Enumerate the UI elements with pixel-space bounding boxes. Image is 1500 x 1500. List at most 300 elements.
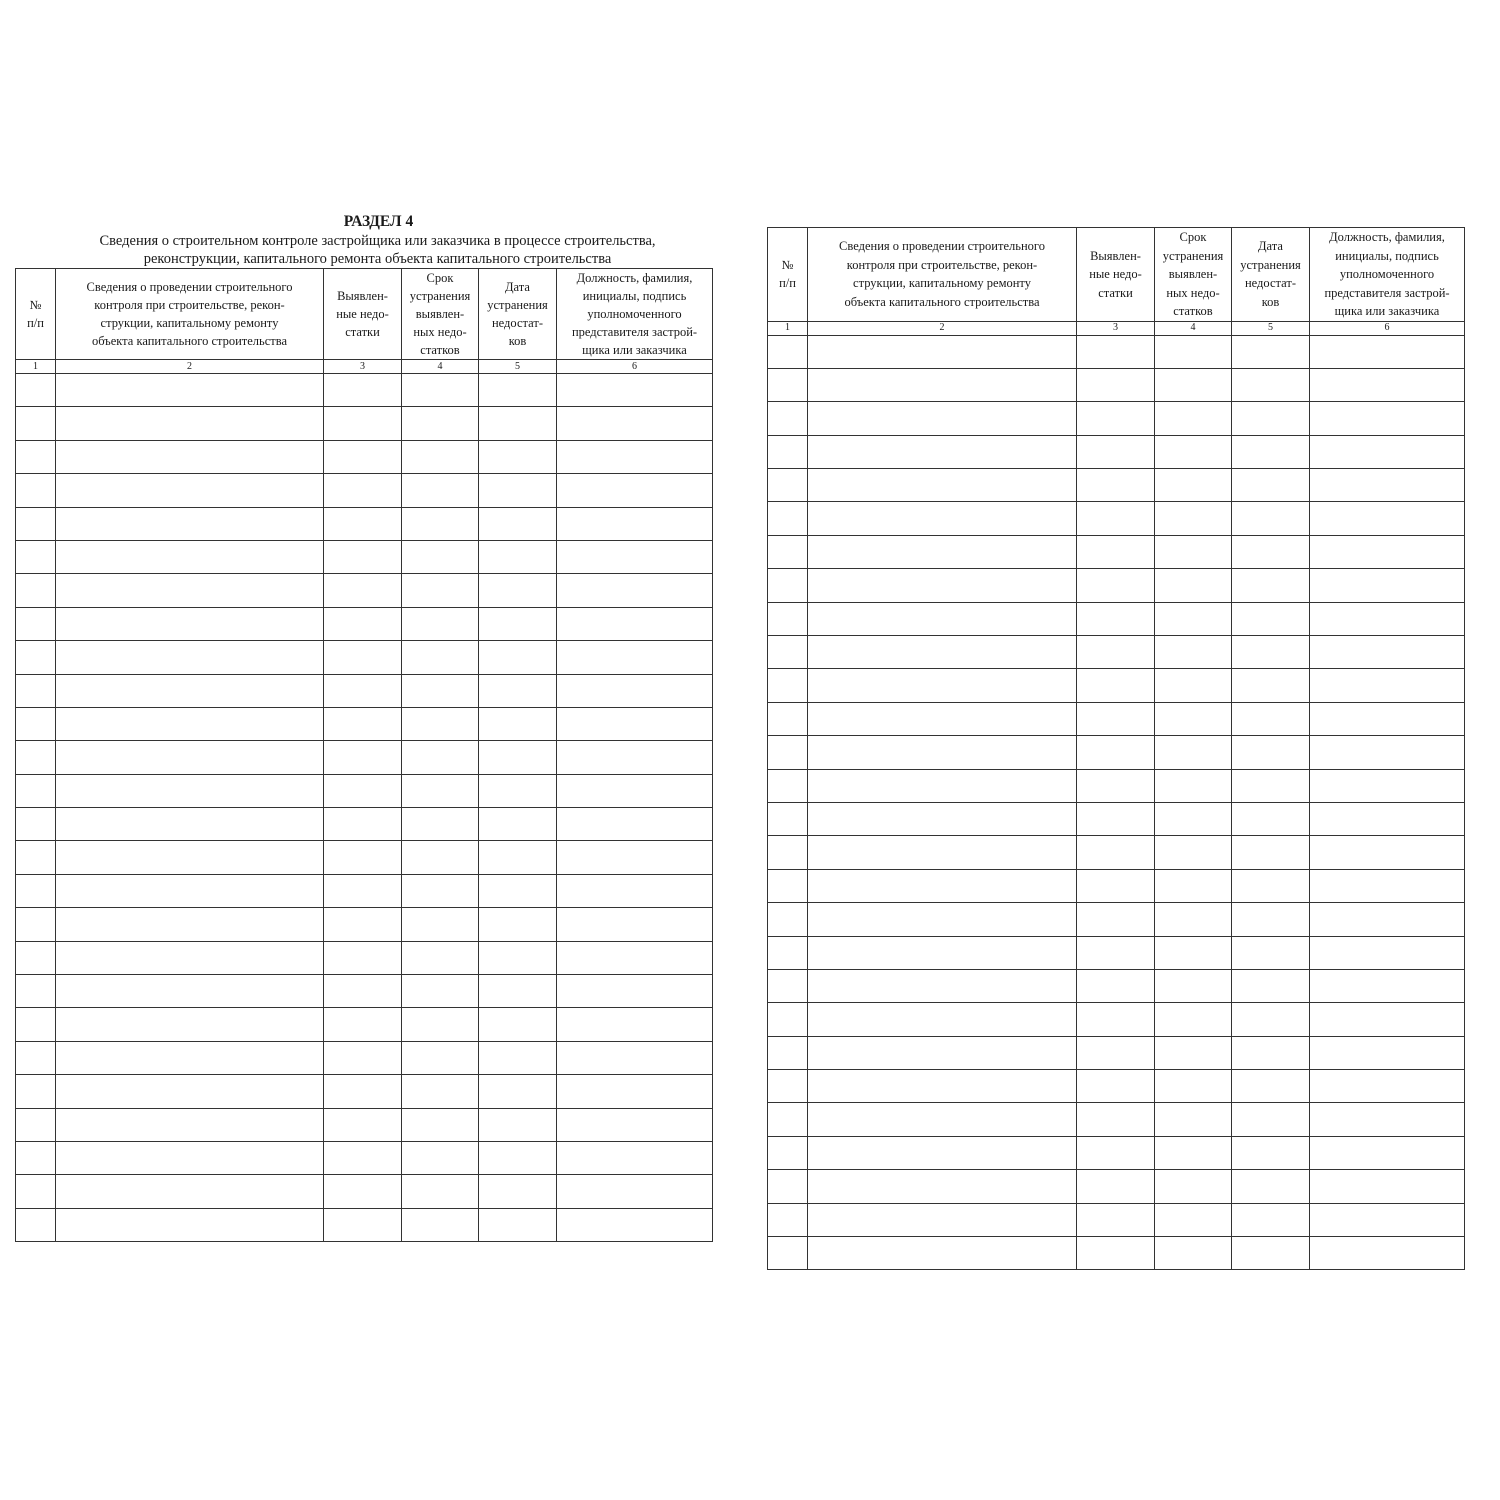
table-cell[interactable] — [808, 769, 1077, 802]
table-cell[interactable] — [402, 474, 479, 507]
table-cell[interactable] — [768, 1237, 808, 1270]
table-cell[interactable] — [1232, 936, 1310, 969]
table-cell[interactable] — [1310, 1036, 1465, 1069]
table-cell[interactable] — [557, 407, 713, 440]
table-cell[interactable] — [1232, 1103, 1310, 1136]
table-cell[interactable] — [1155, 469, 1232, 502]
table-cell[interactable] — [479, 741, 557, 774]
table-cell[interactable] — [768, 669, 808, 702]
table-cell[interactable] — [56, 674, 324, 707]
table-cell[interactable] — [1155, 402, 1232, 435]
table-cell[interactable] — [402, 607, 479, 640]
table-cell[interactable] — [557, 607, 713, 640]
table-cell[interactable] — [1155, 869, 1232, 902]
table-cell[interactable] — [768, 1003, 808, 1036]
table-cell[interactable] — [1077, 869, 1155, 902]
table-cell[interactable] — [402, 1075, 479, 1108]
table-cell[interactable] — [56, 707, 324, 740]
table-cell[interactable] — [1077, 802, 1155, 835]
table-cell[interactable] — [1232, 869, 1310, 902]
table-cell[interactable] — [16, 874, 56, 907]
table-cell[interactable] — [808, 1136, 1077, 1169]
table-cell[interactable] — [1077, 669, 1155, 702]
table-cell[interactable] — [808, 802, 1077, 835]
table-cell[interactable] — [557, 1008, 713, 1041]
table-cell[interactable] — [1155, 1036, 1232, 1069]
table-cell[interactable] — [1310, 869, 1465, 902]
table-cell[interactable] — [324, 607, 402, 640]
table-cell[interactable] — [808, 335, 1077, 368]
table-cell[interactable] — [1077, 736, 1155, 769]
table-cell[interactable] — [808, 1203, 1077, 1236]
table-cell[interactable] — [808, 469, 1077, 502]
table-cell[interactable] — [402, 574, 479, 607]
table-cell[interactable] — [768, 1036, 808, 1069]
table-cell[interactable] — [1155, 335, 1232, 368]
table-cell[interactable] — [1077, 769, 1155, 802]
table-cell[interactable] — [324, 1041, 402, 1074]
table-cell[interactable] — [557, 707, 713, 740]
table-cell[interactable] — [768, 969, 808, 1002]
table-cell[interactable] — [808, 1003, 1077, 1036]
table-cell[interactable] — [16, 607, 56, 640]
table-cell[interactable] — [557, 440, 713, 473]
table-cell[interactable] — [56, 874, 324, 907]
table-cell[interactable] — [16, 574, 56, 607]
table-cell[interactable] — [56, 1175, 324, 1208]
table-cell[interactable] — [557, 1208, 713, 1241]
table-cell[interactable] — [557, 1075, 713, 1108]
table-cell[interactable] — [1155, 836, 1232, 869]
table-cell[interactable] — [16, 641, 56, 674]
table-cell[interactable] — [479, 474, 557, 507]
table-cell[interactable] — [1310, 1203, 1465, 1236]
table-cell[interactable] — [1155, 1003, 1232, 1036]
table-cell[interactable] — [479, 1075, 557, 1108]
table-cell[interactable] — [56, 941, 324, 974]
table-cell[interactable] — [56, 607, 324, 640]
table-cell[interactable] — [1232, 1003, 1310, 1036]
table-cell[interactable] — [479, 440, 557, 473]
table-cell[interactable] — [402, 1208, 479, 1241]
table-cell[interactable] — [557, 674, 713, 707]
table-cell[interactable] — [1232, 903, 1310, 936]
table-cell[interactable] — [479, 1175, 557, 1208]
table-cell[interactable] — [1310, 936, 1465, 969]
table-cell[interactable] — [557, 774, 713, 807]
table-cell[interactable] — [557, 908, 713, 941]
table-cell[interactable] — [16, 1075, 56, 1108]
table-cell[interactable] — [1232, 1170, 1310, 1203]
table-cell[interactable] — [808, 736, 1077, 769]
table-cell[interactable] — [1077, 903, 1155, 936]
table-cell[interactable] — [1077, 1003, 1155, 1036]
table-cell[interactable] — [1310, 1103, 1465, 1136]
table-cell[interactable] — [768, 535, 808, 568]
table-cell[interactable] — [56, 574, 324, 607]
table-cell[interactable] — [768, 802, 808, 835]
table-cell[interactable] — [1077, 469, 1155, 502]
table-cell[interactable] — [16, 1041, 56, 1074]
table-cell[interactable] — [56, 374, 324, 407]
table-cell[interactable] — [1310, 1170, 1465, 1203]
table-cell[interactable] — [1232, 335, 1310, 368]
table-cell[interactable] — [1077, 569, 1155, 602]
table-cell[interactable] — [1310, 335, 1465, 368]
table-cell[interactable] — [808, 969, 1077, 1002]
table-cell[interactable] — [1232, 535, 1310, 568]
table-cell[interactable] — [479, 1208, 557, 1241]
table-cell[interactable] — [402, 1141, 479, 1174]
table-cell[interactable] — [1232, 736, 1310, 769]
table-cell[interactable] — [1155, 802, 1232, 835]
table-cell[interactable] — [402, 741, 479, 774]
table-cell[interactable] — [402, 374, 479, 407]
table-cell[interactable] — [324, 741, 402, 774]
table-cell[interactable] — [479, 574, 557, 607]
table-cell[interactable] — [16, 1175, 56, 1208]
table-cell[interactable] — [1310, 469, 1465, 502]
table-cell[interactable] — [16, 407, 56, 440]
table-cell[interactable] — [1155, 903, 1232, 936]
table-cell[interactable] — [1077, 936, 1155, 969]
table-cell[interactable] — [324, 874, 402, 907]
table-cell[interactable] — [1232, 1237, 1310, 1270]
table-cell[interactable] — [557, 641, 713, 674]
table-cell[interactable] — [1310, 368, 1465, 401]
table-cell[interactable] — [1155, 969, 1232, 1002]
table-cell[interactable] — [768, 402, 808, 435]
table-cell[interactable] — [1310, 1237, 1465, 1270]
table-cell[interactable] — [1077, 402, 1155, 435]
table-cell[interactable] — [1155, 1070, 1232, 1103]
table-cell[interactable] — [808, 502, 1077, 535]
table-cell[interactable] — [479, 607, 557, 640]
table-cell[interactable] — [768, 636, 808, 669]
table-cell[interactable] — [402, 1008, 479, 1041]
table-cell[interactable] — [16, 941, 56, 974]
table-cell[interactable] — [402, 975, 479, 1008]
table-cell[interactable] — [16, 440, 56, 473]
table-cell[interactable] — [1155, 1203, 1232, 1236]
table-cell[interactable] — [324, 407, 402, 440]
table-cell[interactable] — [324, 1175, 402, 1208]
table-cell[interactable] — [16, 1008, 56, 1041]
table-cell[interactable] — [479, 808, 557, 841]
table-cell[interactable] — [768, 1070, 808, 1103]
table-cell[interactable] — [56, 841, 324, 874]
table-cell[interactable] — [1077, 969, 1155, 1002]
table-cell[interactable] — [1155, 1237, 1232, 1270]
table-cell[interactable] — [56, 774, 324, 807]
table-cell[interactable] — [56, 407, 324, 440]
table-cell[interactable] — [1310, 802, 1465, 835]
table-cell[interactable] — [808, 936, 1077, 969]
table-cell[interactable] — [808, 903, 1077, 936]
table-cell[interactable] — [1155, 535, 1232, 568]
table-cell[interactable] — [1077, 1036, 1155, 1069]
table-cell[interactable] — [1310, 736, 1465, 769]
table-cell[interactable] — [557, 540, 713, 573]
table-cell[interactable] — [1077, 1070, 1155, 1103]
table-cell[interactable] — [324, 507, 402, 540]
table-cell[interactable] — [1310, 1136, 1465, 1169]
table-cell[interactable] — [1155, 936, 1232, 969]
table-cell[interactable] — [808, 535, 1077, 568]
table-cell[interactable] — [402, 774, 479, 807]
table-cell[interactable] — [1310, 769, 1465, 802]
table-cell[interactable] — [557, 474, 713, 507]
table-cell[interactable] — [1155, 435, 1232, 468]
table-cell[interactable] — [1232, 569, 1310, 602]
table-cell[interactable] — [479, 407, 557, 440]
table-cell[interactable] — [808, 435, 1077, 468]
table-cell[interactable] — [479, 1141, 557, 1174]
table-cell[interactable] — [557, 808, 713, 841]
table-cell[interactable] — [16, 674, 56, 707]
table-cell[interactable] — [1077, 502, 1155, 535]
table-cell[interactable] — [1310, 1070, 1465, 1103]
table-cell[interactable] — [768, 602, 808, 635]
table-cell[interactable] — [1310, 535, 1465, 568]
table-cell[interactable] — [1310, 602, 1465, 635]
table-cell[interactable] — [16, 975, 56, 1008]
table-cell[interactable] — [768, 736, 808, 769]
table-cell[interactable] — [1310, 903, 1465, 936]
table-cell[interactable] — [16, 707, 56, 740]
table-cell[interactable] — [557, 1041, 713, 1074]
table-cell[interactable] — [1232, 1203, 1310, 1236]
table-cell[interactable] — [1310, 969, 1465, 1002]
table-cell[interactable] — [808, 1036, 1077, 1069]
table-cell[interactable] — [56, 808, 324, 841]
table-cell[interactable] — [324, 674, 402, 707]
table-cell[interactable] — [808, 869, 1077, 902]
table-cell[interactable] — [768, 1103, 808, 1136]
table-cell[interactable] — [324, 1108, 402, 1141]
table-cell[interactable] — [324, 374, 402, 407]
table-cell[interactable] — [402, 540, 479, 573]
table-cell[interactable] — [1310, 569, 1465, 602]
table-cell[interactable] — [1155, 502, 1232, 535]
table-cell[interactable] — [16, 507, 56, 540]
table-cell[interactable] — [402, 941, 479, 974]
table-cell[interactable] — [1232, 802, 1310, 835]
table-cell[interactable] — [324, 641, 402, 674]
table-cell[interactable] — [768, 335, 808, 368]
table-cell[interactable] — [402, 908, 479, 941]
table-cell[interactable] — [1232, 368, 1310, 401]
table-cell[interactable] — [56, 908, 324, 941]
table-cell[interactable] — [479, 975, 557, 1008]
table-cell[interactable] — [808, 368, 1077, 401]
table-cell[interactable] — [402, 440, 479, 473]
table-cell[interactable] — [808, 702, 1077, 735]
table-cell[interactable] — [324, 1075, 402, 1108]
table-cell[interactable] — [1077, 368, 1155, 401]
table-cell[interactable] — [479, 774, 557, 807]
table-cell[interactable] — [1077, 435, 1155, 468]
table-cell[interactable] — [16, 741, 56, 774]
table-cell[interactable] — [16, 374, 56, 407]
table-cell[interactable] — [1155, 569, 1232, 602]
table-cell[interactable] — [1232, 636, 1310, 669]
table-cell[interactable] — [479, 507, 557, 540]
table-cell[interactable] — [808, 1170, 1077, 1203]
table-cell[interactable] — [324, 808, 402, 841]
table-cell[interactable] — [16, 774, 56, 807]
table-cell[interactable] — [1077, 335, 1155, 368]
table-cell[interactable] — [479, 674, 557, 707]
table-cell[interactable] — [808, 569, 1077, 602]
table-cell[interactable] — [1077, 1103, 1155, 1136]
table-cell[interactable] — [324, 474, 402, 507]
table-cell[interactable] — [557, 941, 713, 974]
table-cell[interactable] — [1232, 669, 1310, 702]
table-cell[interactable] — [1232, 1070, 1310, 1103]
table-cell[interactable] — [1310, 402, 1465, 435]
table-cell[interactable] — [16, 1141, 56, 1174]
table-cell[interactable] — [402, 407, 479, 440]
table-cell[interactable] — [808, 402, 1077, 435]
table-cell[interactable] — [1155, 769, 1232, 802]
table-cell[interactable] — [479, 1108, 557, 1141]
table-cell[interactable] — [402, 841, 479, 874]
table-cell[interactable] — [1155, 1136, 1232, 1169]
table-cell[interactable] — [16, 540, 56, 573]
table-cell[interactable] — [324, 908, 402, 941]
table-cell[interactable] — [479, 374, 557, 407]
table-cell[interactable] — [1310, 1003, 1465, 1036]
table-cell[interactable] — [557, 1108, 713, 1141]
table-cell[interactable] — [808, 836, 1077, 869]
table-cell[interactable] — [1155, 368, 1232, 401]
table-cell[interactable] — [56, 741, 324, 774]
table-cell[interactable] — [479, 908, 557, 941]
table-cell[interactable] — [557, 374, 713, 407]
table-cell[interactable] — [1232, 402, 1310, 435]
table-cell[interactable] — [16, 1108, 56, 1141]
table-cell[interactable] — [1232, 836, 1310, 869]
table-cell[interactable] — [56, 1075, 324, 1108]
table-cell[interactable] — [557, 874, 713, 907]
table-cell[interactable] — [557, 574, 713, 607]
table-cell[interactable] — [479, 841, 557, 874]
table-cell[interactable] — [324, 707, 402, 740]
table-cell[interactable] — [1155, 736, 1232, 769]
table-cell[interactable] — [1077, 702, 1155, 735]
table-cell[interactable] — [324, 574, 402, 607]
table-cell[interactable] — [1077, 836, 1155, 869]
table-cell[interactable] — [324, 941, 402, 974]
table-cell[interactable] — [56, 507, 324, 540]
table-cell[interactable] — [16, 1208, 56, 1241]
table-cell[interactable] — [1232, 969, 1310, 1002]
table-cell[interactable] — [324, 540, 402, 573]
table-cell[interactable] — [324, 1008, 402, 1041]
table-cell[interactable] — [1155, 1170, 1232, 1203]
table-cell[interactable] — [557, 507, 713, 540]
table-cell[interactable] — [768, 1170, 808, 1203]
table-cell[interactable] — [479, 707, 557, 740]
table-cell[interactable] — [808, 1070, 1077, 1103]
table-cell[interactable] — [324, 841, 402, 874]
table-cell[interactable] — [1077, 1170, 1155, 1203]
table-cell[interactable] — [402, 507, 479, 540]
table-cell[interactable] — [1155, 702, 1232, 735]
table-cell[interactable] — [768, 936, 808, 969]
table-cell[interactable] — [1077, 636, 1155, 669]
table-cell[interactable] — [479, 874, 557, 907]
table-cell[interactable] — [402, 641, 479, 674]
table-cell[interactable] — [402, 674, 479, 707]
table-cell[interactable] — [324, 1141, 402, 1174]
table-cell[interactable] — [1310, 435, 1465, 468]
table-cell[interactable] — [402, 874, 479, 907]
table-cell[interactable] — [324, 1208, 402, 1241]
table-cell[interactable] — [56, 1141, 324, 1174]
table-cell[interactable] — [402, 1175, 479, 1208]
table-cell[interactable] — [402, 808, 479, 841]
table-cell[interactable] — [768, 1203, 808, 1236]
table-cell[interactable] — [1310, 836, 1465, 869]
table-cell[interactable] — [1232, 1136, 1310, 1169]
table-cell[interactable] — [768, 502, 808, 535]
table-cell[interactable] — [1077, 1203, 1155, 1236]
table-cell[interactable] — [16, 474, 56, 507]
table-cell[interactable] — [56, 1108, 324, 1141]
table-cell[interactable] — [1155, 636, 1232, 669]
table-cell[interactable] — [402, 1041, 479, 1074]
table-cell[interactable] — [1232, 502, 1310, 535]
table-cell[interactable] — [324, 975, 402, 1008]
table-cell[interactable] — [768, 769, 808, 802]
table-cell[interactable] — [768, 469, 808, 502]
table-cell[interactable] — [1310, 702, 1465, 735]
table-cell[interactable] — [1232, 769, 1310, 802]
table-cell[interactable] — [402, 1108, 479, 1141]
table-cell[interactable] — [56, 1208, 324, 1241]
table-cell[interactable] — [557, 741, 713, 774]
table-cell[interactable] — [479, 1041, 557, 1074]
table-cell[interactable] — [557, 1141, 713, 1174]
table-cell[interactable] — [1232, 602, 1310, 635]
table-cell[interactable] — [479, 941, 557, 974]
table-cell[interactable] — [16, 908, 56, 941]
table-cell[interactable] — [1077, 1136, 1155, 1169]
table-cell[interactable] — [56, 1041, 324, 1074]
table-cell[interactable] — [56, 540, 324, 573]
table-cell[interactable] — [1232, 1036, 1310, 1069]
table-cell[interactable] — [768, 569, 808, 602]
table-cell[interactable] — [768, 702, 808, 735]
table-cell[interactable] — [479, 1008, 557, 1041]
table-cell[interactable] — [1155, 1103, 1232, 1136]
table-cell[interactable] — [479, 641, 557, 674]
table-cell[interactable] — [324, 440, 402, 473]
table-cell[interactable] — [557, 1175, 713, 1208]
table-cell[interactable] — [1155, 669, 1232, 702]
table-cell[interactable] — [16, 808, 56, 841]
table-cell[interactable] — [56, 975, 324, 1008]
table-cell[interactable] — [1155, 602, 1232, 635]
table-cell[interactable] — [1232, 469, 1310, 502]
table-cell[interactable] — [56, 474, 324, 507]
table-cell[interactable] — [808, 636, 1077, 669]
table-cell[interactable] — [56, 440, 324, 473]
table-cell[interactable] — [557, 841, 713, 874]
table-cell[interactable] — [16, 841, 56, 874]
